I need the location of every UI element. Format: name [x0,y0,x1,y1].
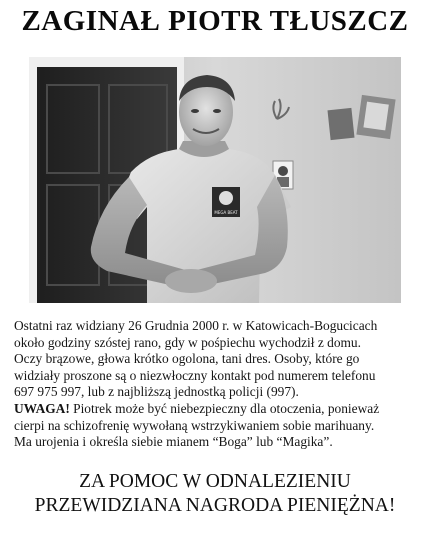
reward-line-2: PRZEWIDZIANA NAGRODA PIENIĘŻNA! [34,495,396,516]
poster-headline: ZAGINAŁ PIOTR TŁUSZCZ [21,5,409,37]
wall-poster-small [327,108,354,140]
tshirt-patch-text: MEGA BEAT [214,210,238,215]
description-text [14,318,424,451]
reward-line-1: ZA POMOC W ODNALEZIENIU [79,471,351,492]
description-line: Oczy brązowe, głowa krótko ogolona, tani dres. Osoby, które go [14,351,360,367]
description-line: około godziny szóstej rano, gdy w pośpiechu wychodził z domu. [14,334,361,350]
missing-person-photo [29,57,401,303]
warning-line: cierpi na schizofrenię wywołaną wstrzykiwaniem sobie marihuany. [14,417,375,433]
description-line: 697 975 997, lub z najbliższą jednostką policji (997). [14,384,299,400]
description-line: widziały proszone są o niezwłoczny kontakt pod numerem telefonu [14,367,376,383]
warning-label: UWAGA! [14,400,70,416]
hands [165,269,217,293]
tshirt-patch [212,187,240,217]
warning-line [14,401,424,418]
reward-notice [0,470,430,518]
warning-text: Piotrek może być niebezpieczny dla otoczenia, ponieważ [69,400,380,416]
description-line: Ostatni raz widziany 26 Grudnia 2000 r. w Katowicach-Bogucicach [14,318,378,333]
warning-line: Ma urojenia i określa siebie mianem “Boga” lub “Magika”. [14,434,333,450]
